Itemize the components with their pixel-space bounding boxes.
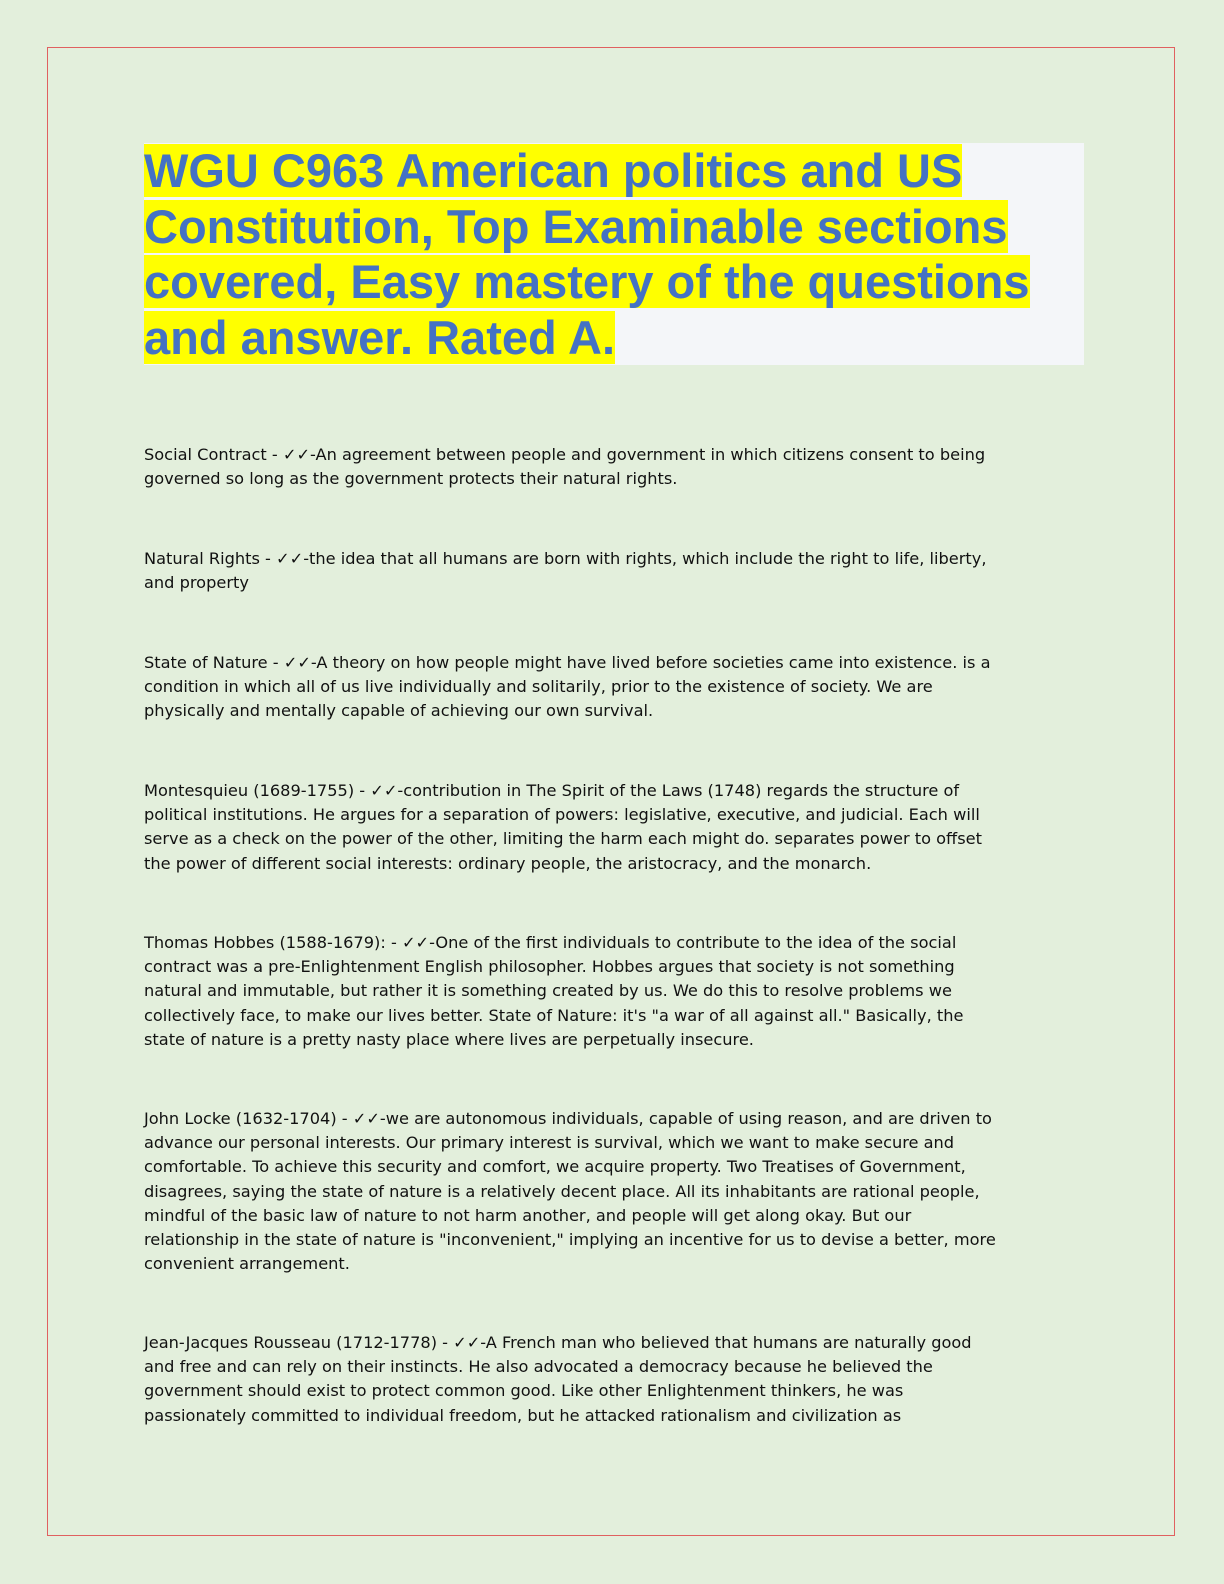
entry-term: Natural Rights - <box>144 549 277 568</box>
entry-term: Jean-Jacques Rousseau (1712-1778) - <box>144 1333 454 1352</box>
entry-definition: -One of the first individuals to contribute to the idea of the social contract was a pre-Enlightenment English philosopher. Hobbes argues that society is not something natural and immutable, but rather it is something created by us. We do this to resolve problems we collectively face, to make our lives better. State of Nature: it's "a war of all against all." Basically, the state of nature is a pretty nasty place where lives are perpetually insecure. <box>144 933 964 1049</box>
entry-definition: -the idea that all humans are born with rights, which include the right to life, liberty, and property <box>144 549 987 593</box>
entry-term: Montesquieu (1689-1755) - <box>144 781 371 800</box>
entry-definition: -we are autonomous individuals, capable of using reason, and are driven to advance our personal interests. Our primary interest is survival, which we want to make secure and comfortable. To achieve this security and comfort, we acquire property. Two Treatises of Government, disagrees, saying the state of nature is a relatively decent place. All its inhabitants are rational people, mindful of the basic law of nature to not harm another, and people will get along okay. But our relationship in the state of nature is "inconvenient," implying an incentive for us to devise a better, more convenient arrangement. <box>144 1109 996 1274</box>
check-mark-icon: ✓✓ <box>276 549 304 568</box>
flashcard-entry <box>144 931 963 1052</box>
flashcard-entry <box>144 1331 972 1428</box>
flashcard-entry <box>144 547 986 595</box>
check-mark-icon: ✓✓ <box>370 781 398 800</box>
check-mark-icon: ✓✓ <box>283 653 311 672</box>
entry-definition: -A French man who believed that humans are naturally good and free and can rely on their instincts. He also advocated a democracy because he believed the government should exist to protect common good. Like other Enlightenment thinkers, he was passionately committed to individual freedom, but he attacked rationalism and civilization as <box>144 1333 972 1425</box>
entry-term: John Locke (1632-1704) - <box>144 1109 353 1128</box>
title-block <box>144 143 1084 365</box>
check-mark-icon: ✓✓ <box>282 445 311 464</box>
entry-definition: -A theory on how people might have lived before societies came into existence. is a condition in which all of us live individually and solitarily, prior to the existence of society. We are physically and mentally capable of achieving our own survival. <box>144 653 991 721</box>
flashcard-entry <box>144 651 991 724</box>
flashcard-entry <box>144 779 982 876</box>
document-title <box>144 143 1084 365</box>
entry-term: Social Contract - <box>144 445 283 464</box>
entry-definition: -contribution in The Spirit of the Laws (1748) regards the structure of political institutions. He argues for a separation of powers: legislative, executive, and judicial. Each will serve as a check on the power of the other, limiting the harm each might do. separates power to offset the power of different social interests: ordinary people, the aristocracy, and the monarch. <box>144 781 982 873</box>
flashcard-entry <box>144 443 985 491</box>
document-title-text: WGU C963 American politics and US Constitution, Top Examinable sections covered, Easy mastery of the questions and answer. Rated A. <box>144 144 1030 364</box>
check-mark-icon: ✓✓ <box>453 1333 481 1352</box>
flashcard-entry <box>144 1107 996 1276</box>
check-mark-icon: ✓✓ <box>401 933 430 952</box>
entry-definition: -An agreement between people and government in which citizens consent to being governed so long as the government protects their natural rights. <box>144 445 986 489</box>
entry-term: Thomas Hobbes (1588-1679): - <box>144 933 402 952</box>
check-mark-icon: ✓✓ <box>352 1109 380 1128</box>
entry-term: State of Nature - <box>144 653 284 672</box>
